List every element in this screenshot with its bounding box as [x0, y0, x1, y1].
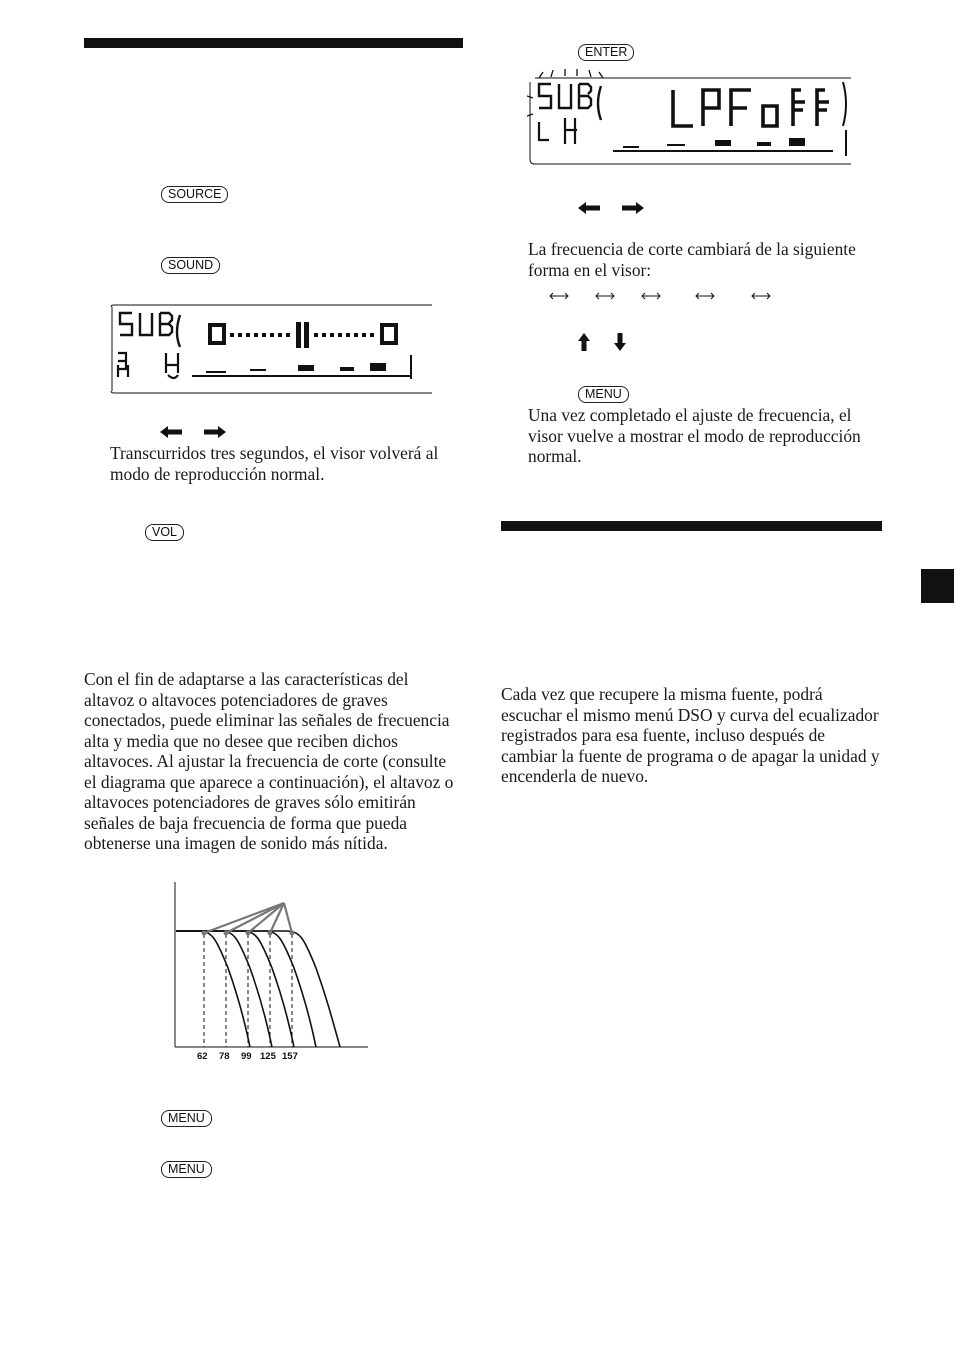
- cutoff-paragraph: La frecuencia de corte cambiará de la siguiente forma en el visor:: [528, 239, 856, 280]
- double-arrow-icon: [696, 293, 714, 299]
- sound-lcd-display: [110, 303, 436, 395]
- menu-button-2[interactable]: MENU: [161, 1161, 212, 1178]
- page-tab-marker: [921, 569, 954, 603]
- vol-button[interactable]: VOL: [145, 524, 184, 541]
- tick-label-157: 157: [282, 1051, 298, 1062]
- double-arrow-icon: [752, 293, 770, 299]
- left-arrow-icon: [160, 426, 182, 438]
- up-down-arrows: [576, 332, 628, 352]
- lcd-sub-label: [120, 313, 180, 347]
- tick-label-78: 78: [219, 1051, 230, 1062]
- up-arrow-icon: [578, 333, 590, 351]
- three-seconds-paragraph: Transcurridos tres segundos, el visor volverá al modo de reproducción normal.: [110, 443, 439, 484]
- tick-label-99: 99: [241, 1051, 252, 1062]
- left-right-arrows: [158, 424, 228, 440]
- double-arrow-icon: [642, 293, 660, 299]
- frequency-done-paragraph: Una vez completado el ajuste de frecuencia, el visor vuelve a mostrar el modo de reproducción normal.: [528, 405, 861, 466]
- lpf-lcd-display: [527, 68, 853, 166]
- enter-button[interactable]: ENTER: [578, 44, 634, 61]
- section-rule-top-left: [84, 38, 463, 48]
- source-button[interactable]: SOURCE: [161, 186, 228, 203]
- double-arrow-icon: [550, 293, 568, 299]
- left-arrow-icon: [578, 202, 600, 214]
- cutoff-frequency-graph: [168, 878, 368, 1068]
- source-memory-paragraph: Cada vez que recupere la misma fuente, podrá escuchar el mismo menú DSO y curva del ecualizador registrados para esa fuente, incluso después de cambiar la fuente de programa o de apagar la unidad y encenderla de nuevo.: [501, 684, 880, 786]
- lcd-bottom-digits: [118, 353, 178, 378]
- tick-label-62: 62: [197, 1051, 208, 1062]
- double-arrow-icon: [596, 293, 614, 299]
- lcd-level-bar: [208, 322, 398, 348]
- sound-button[interactable]: SOUND: [161, 257, 220, 274]
- down-arrow-icon: [614, 333, 626, 351]
- lpf-intro-paragraph: Con el fin de adaptarse a las características del altavoz o altavoces potenciadores de graves conectados, puede eliminar las señales de frecuencia alta y media que no desee que reciben dichos altavoces. Al ajustar la frecuencia de corte (consulte el diagrama que aparece a continuación), el altavoz o altavoces potenciadores de graves sólo emitirán señales de baja frecuencia de forma que pueda obtenerse una imagen de sonido más nítida.: [84, 669, 454, 853]
- lcd-spectrum-2: [613, 130, 847, 156]
- right-arrow-icon: [622, 202, 644, 214]
- frequency-sequence-arrows: [546, 290, 786, 302]
- tick-label-125: 125: [260, 1051, 276, 1062]
- right-arrow-icon: [204, 426, 226, 438]
- left-right-arrows-2: [576, 200, 646, 216]
- lcd-spectrum: [192, 355, 412, 379]
- menu-button-1[interactable]: MENU: [161, 1110, 212, 1127]
- lcd-sub-label-2: [539, 84, 601, 120]
- menu-button-3[interactable]: MENU: [578, 386, 629, 403]
- lcd-lpf-off-text: [673, 90, 829, 126]
- section-rule-right: [501, 521, 882, 531]
